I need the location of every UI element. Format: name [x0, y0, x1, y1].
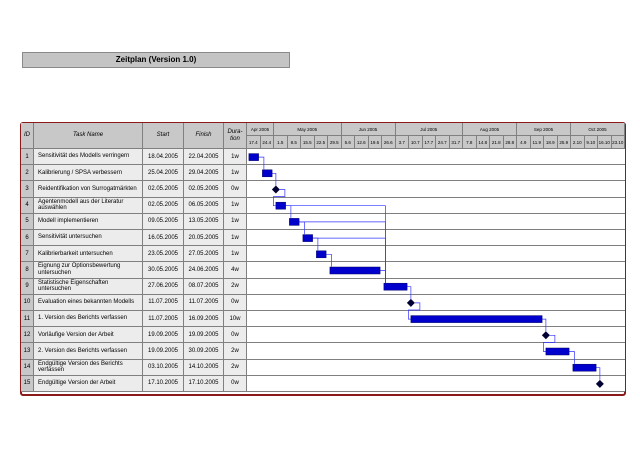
task-name[interactable]: Reidentifikation von Surrogatmärkten: [34, 181, 143, 197]
timeline-week: 24.4: [261, 136, 275, 149]
task-id: 7: [21, 246, 34, 262]
timeline-month: Jun 2005: [342, 123, 396, 136]
task-bar[interactable]: [303, 235, 313, 242]
timeline-week: 14.8: [477, 136, 491, 149]
task-finish: 30.09.2005: [184, 343, 224, 359]
timeline-week: 4.9: [517, 136, 531, 149]
task-id: 15: [21, 376, 34, 392]
timeline-month: Sep 2005: [517, 123, 571, 136]
timeline-week: 26.6: [382, 136, 396, 149]
task-id: 3: [21, 181, 34, 197]
task-name[interactable]: Endgültige Version der Arbeit: [34, 376, 143, 392]
timeline-week: 19.6: [369, 136, 383, 149]
header-task-name[interactable]: Task Name: [34, 123, 143, 149]
task-duration: 0w: [224, 181, 247, 197]
task-start: 19.09.2005: [143, 327, 184, 343]
timeline-month: May 2005: [274, 123, 342, 136]
task-duration: 0w: [224, 376, 247, 392]
task-finish: 19.09.2005: [184, 327, 224, 343]
timeline-month: Jul 2005: [396, 123, 464, 136]
task-bar[interactable]: [249, 154, 259, 161]
task-name[interactable]: Kalibrierung / SPSA verbessern: [34, 165, 143, 181]
dependency-link: [326, 254, 331, 266]
timeline-week: 23.10: [612, 136, 626, 149]
task-finish: 20.05.2005: [184, 230, 224, 246]
timeline-week: 28.8: [504, 136, 518, 149]
timeline-week: 17.7: [423, 136, 437, 149]
timeline-month: Apr 2005: [247, 123, 274, 136]
task-start: 03.10.2005: [143, 360, 184, 376]
task-id: 6: [21, 230, 34, 246]
task-id: 14: [21, 360, 34, 376]
dependency-link: [569, 352, 574, 364]
timeline-week: 15.5: [301, 136, 315, 149]
task-finish: 06.05.2005: [184, 198, 224, 214]
task-start: 17.10.2005: [143, 376, 184, 392]
task-duration: 10w: [224, 311, 247, 327]
task-id: 12: [21, 327, 34, 343]
task-id: 13: [21, 343, 34, 359]
task-finish: 22.04.2005: [184, 149, 224, 165]
header-finish[interactable]: Finish: [184, 123, 224, 149]
task-start: 25.04.2005: [143, 165, 184, 181]
task-duration: 1w: [224, 230, 247, 246]
task-bar[interactable]: [546, 348, 569, 355]
task-id: 8: [21, 262, 34, 278]
task-finish: 29.04.2005: [184, 165, 224, 181]
task-start: 02.05.2005: [143, 198, 184, 214]
task-duration: 4w: [224, 262, 247, 278]
task-start: 27.06.2005: [143, 279, 184, 295]
dependency-link: [380, 271, 385, 283]
task-name[interactable]: Statistische Eigenschaften untersuchen: [34, 279, 143, 295]
task-bar[interactable]: [384, 283, 407, 290]
task-finish: 13.05.2005: [184, 214, 224, 230]
task-duration: 2w: [224, 279, 247, 295]
gantt-chart: [21, 123, 625, 395]
task-start: 19.09.2005: [143, 343, 184, 359]
task-finish: 08.07.2005: [184, 279, 224, 295]
task-start: 30.05.2005: [143, 262, 184, 278]
task-start: 02.05.2005: [143, 181, 184, 197]
task-finish: 24.06.2005: [184, 262, 224, 278]
task-id: 1: [21, 149, 34, 165]
task-start: 16.05.2005: [143, 230, 184, 246]
milestone-diamond[interactable]: [542, 331, 550, 339]
page-title: Zeitplan (Version 1.0): [22, 52, 290, 68]
task-duration: 2w: [224, 360, 247, 376]
dependency-link: [313, 238, 318, 250]
milestone-diamond[interactable]: [596, 380, 604, 388]
header-start[interactable]: Start: [143, 123, 184, 149]
task-finish: 27.05.2005: [184, 246, 224, 262]
timeline-week: 5.6: [342, 136, 356, 149]
dependency-link: [286, 206, 291, 218]
task-duration: 0w: [224, 295, 247, 311]
dependency-link: [407, 287, 411, 299]
timeline-week: 29.5: [328, 136, 342, 149]
timeline-week: 11.9: [531, 136, 545, 149]
task-duration: 0w: [224, 327, 247, 343]
task-id: 4: [21, 198, 34, 214]
dependency-link: [313, 238, 386, 283]
task-start: 11.07.2005: [143, 295, 184, 311]
task-name[interactable]: Vorläufige Version der Arbeit: [34, 327, 143, 343]
task-name[interactable]: 2. Version des Berichts verfassen: [34, 343, 143, 359]
dependency-link: [299, 222, 304, 234]
task-bar[interactable]: [316, 251, 326, 258]
milestone-diamond[interactable]: [407, 299, 415, 307]
gantt-table: [21, 123, 625, 395]
task-name[interactable]: Kalibrierbarkeit untersuchen: [34, 246, 143, 262]
task-start: 23.05.2005: [143, 246, 184, 262]
timeline-week: 16.10: [598, 136, 612, 149]
timeline-week: 18.9: [544, 136, 558, 149]
timeline-week: 3.7: [396, 136, 410, 149]
task-finish: 11.07.2005: [184, 295, 224, 311]
dependency-link: [272, 173, 276, 185]
task-name[interactable]: Sensitivität untersuchen: [34, 230, 143, 246]
timeline-week: 2.10: [571, 136, 585, 149]
task-id: 2: [21, 165, 34, 181]
task-name[interactable]: Eignung zur Optionsbewertung untersuchen: [34, 262, 143, 278]
timeline-week: 1.5: [274, 136, 288, 149]
dependency-link: [596, 368, 600, 380]
timeline-week: 7.8: [463, 136, 477, 149]
task-bar[interactable]: [276, 202, 286, 209]
task-finish: 16.09.2005: [184, 311, 224, 327]
task-id: 9: [21, 279, 34, 295]
task-duration: 1w: [224, 149, 247, 165]
timeline-week: 10.7: [409, 136, 423, 149]
timeline-week: 22.5: [315, 136, 329, 149]
dependency-link: [259, 157, 264, 169]
task-start: 09.05.2005: [143, 214, 184, 230]
header-id[interactable]: ID: [21, 123, 34, 149]
task-finish: 17.10.2005: [184, 376, 224, 392]
task-bar[interactable]: [262, 170, 272, 177]
timeline-week: 17.4: [247, 136, 261, 149]
timeline-week: 21.8: [490, 136, 504, 149]
task-start: 11.07.2005: [143, 311, 184, 327]
timeline-month: Oct 2005: [571, 123, 625, 136]
timeline-week: 12.6: [355, 136, 369, 149]
task-duration: 1w: [224, 246, 247, 262]
task-id: 5: [21, 214, 34, 230]
task-duration: 1w: [224, 165, 247, 181]
task-bar[interactable]: [289, 218, 299, 225]
task-finish: 02.05.2005: [184, 181, 224, 197]
dependency-link: [542, 319, 546, 331]
task-bar[interactable]: [573, 364, 596, 371]
timeline-week: 31.7: [450, 136, 464, 149]
task-bar[interactable]: [330, 267, 380, 274]
task-duration: 1w: [224, 198, 247, 214]
task-start: 18.04.2005: [143, 149, 184, 165]
task-id: 10: [21, 295, 34, 311]
task-duration: 1w: [224, 214, 247, 230]
task-finish: 14.10.2005: [184, 360, 224, 376]
task-name[interactable]: Endgültige Version des Berichts verfassen: [34, 360, 143, 376]
timeline-week: 25.9: [558, 136, 572, 149]
timeline-month: Aug 2005: [463, 123, 517, 136]
task-name[interactable]: Sensitivität des Modells verringern: [34, 149, 143, 165]
task-name[interactable]: 1. Version des Berichts verfassen: [34, 311, 143, 327]
task-id: 11: [21, 311, 34, 327]
task-bar[interactable]: [411, 316, 542, 323]
timeline-week: 9.10: [585, 136, 599, 149]
task-duration: 2w: [224, 343, 247, 359]
task-name[interactable]: Evaluation eines bekannten Modells: [34, 295, 143, 311]
timeline-week: 24.7: [436, 136, 450, 149]
header-duration[interactable]: Dura- tion: [224, 123, 247, 149]
timeline-week: 8.5: [288, 136, 302, 149]
task-name[interactable]: Agentenmodell aus der Literatur auswählen: [34, 198, 143, 214]
task-name[interactable]: Modell implementieren: [34, 214, 143, 230]
milestone-diamond[interactable]: [272, 186, 280, 194]
